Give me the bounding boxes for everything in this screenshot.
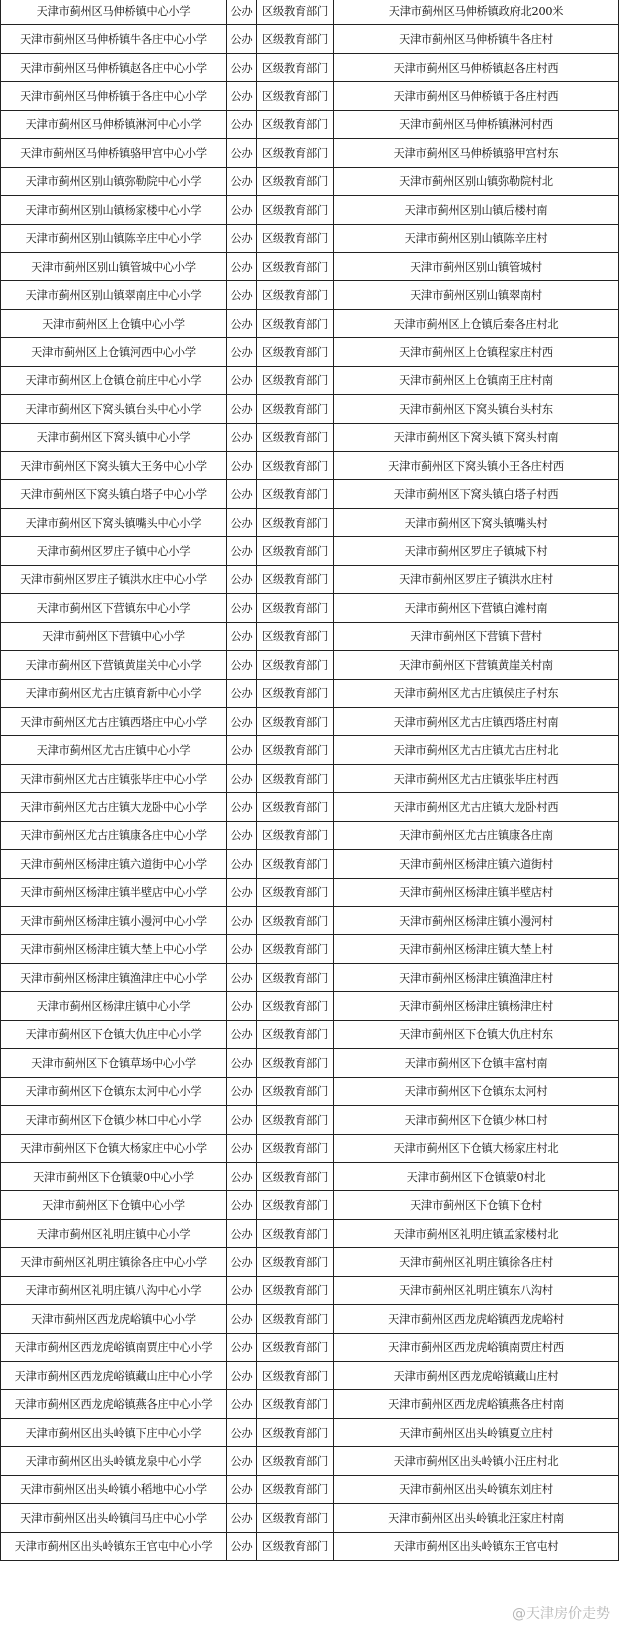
authority-cell: 区级教育部门 (257, 480, 334, 508)
authority-cell: 区级教育部门 (257, 167, 334, 195)
authority-cell: 区级教育部门 (257, 139, 334, 167)
school-type-cell: 公办 (227, 907, 257, 935)
table-row (1, 139, 619, 167)
school-type-cell: 公办 (227, 1447, 257, 1475)
school-type-cell: 公办 (227, 651, 257, 679)
school-type-cell: 公办 (227, 1532, 257, 1560)
school-name-cell: 天津市蓟州区西龙虎峪镇燕各庄中心小学 (1, 1390, 227, 1418)
authority-cell: 区级教育部门 (257, 1532, 334, 1560)
school-name-cell: 天津市蓟州区尤古庄镇大龙卧中心小学 (1, 793, 227, 821)
authority-cell: 区级教育部门 (257, 1020, 334, 1048)
table-row (1, 82, 619, 110)
school-name-cell: 天津市蓟州区礼明庄镇徐各庄中心小学 (1, 1248, 227, 1276)
address-cell: 天津市蓟州区上仓镇后秦各庄村北 (334, 309, 619, 337)
table-row (1, 53, 619, 81)
table-row (1, 1504, 619, 1532)
school-type-cell: 公办 (227, 935, 257, 963)
school-type-cell: 公办 (227, 1305, 257, 1333)
school-type-cell: 公办 (227, 366, 257, 394)
school-type-cell: 公办 (227, 1390, 257, 1418)
authority-cell: 区级教育部门 (257, 878, 334, 906)
school-type-cell: 公办 (227, 508, 257, 536)
authority-cell: 区级教育部门 (257, 281, 334, 309)
school-name-cell: 天津市蓟州区马伸桥镇赵各庄中心小学 (1, 53, 227, 81)
school-type-cell: 公办 (227, 395, 257, 423)
school-type-cell: 公办 (227, 338, 257, 366)
address-cell: 天津市蓟州区出头岭镇东王官屯村 (334, 1532, 619, 1560)
authority-cell: 区级教育部门 (257, 963, 334, 991)
authority-cell: 区级教育部门 (257, 992, 334, 1020)
authority-cell: 区级教育部门 (257, 1106, 334, 1134)
school-name-cell: 天津市蓟州区杨津庄镇小漫河中心小学 (1, 907, 227, 935)
school-type-cell: 公办 (227, 1418, 257, 1446)
address-cell: 天津市蓟州区别山镇翠南村 (334, 281, 619, 309)
address-cell: 天津市蓟州区下营镇黄崖关村南 (334, 651, 619, 679)
table-row (1, 1475, 619, 1503)
address-cell: 天津市蓟州区下窝头镇嘴头村 (334, 508, 619, 536)
address-cell: 天津市蓟州区马伸桥镇淋河村西 (334, 110, 619, 138)
school-name-cell: 天津市蓟州区下仓镇蒙0中心小学 (1, 1162, 227, 1190)
table-row (1, 565, 619, 593)
school-name-cell: 天津市蓟州区下窝头镇大王务中心小学 (1, 452, 227, 480)
table-row (1, 508, 619, 536)
table-row (1, 1276, 619, 1304)
school-type-cell: 公办 (227, 224, 257, 252)
table-row (1, 1447, 619, 1475)
school-name-cell: 天津市蓟州区马伸桥镇淋河中心小学 (1, 110, 227, 138)
authority-cell: 区级教育部门 (257, 622, 334, 650)
school-type-cell: 公办 (227, 1504, 257, 1532)
table-row (1, 1049, 619, 1077)
authority-cell: 区级教育部门 (257, 1447, 334, 1475)
table-row (1, 992, 619, 1020)
table-row (1, 1248, 619, 1276)
watermark: @天津房价走势 (512, 1606, 610, 1622)
table-row (1, 338, 619, 366)
table-row (1, 110, 619, 138)
table-row (1, 1390, 619, 1418)
school-type-cell: 公办 (227, 1020, 257, 1048)
authority-cell: 区级教育部门 (257, 1219, 334, 1247)
school-type-cell: 公办 (227, 53, 257, 81)
address-cell: 天津市蓟州区下仓镇少林口村 (334, 1106, 619, 1134)
table-row (1, 622, 619, 650)
school-type-cell: 公办 (227, 1134, 257, 1162)
school-name-cell: 天津市蓟州区下仓镇大仇庄中心小学 (1, 1020, 227, 1048)
school-name-cell: 天津市蓟州区杨津庄镇渔津庄中心小学 (1, 963, 227, 991)
authority-cell: 区级教育部门 (257, 110, 334, 138)
address-cell: 天津市蓟州区西龙虎峪镇藏山庄村 (334, 1362, 619, 1390)
school-name-cell: 天津市蓟州区尤古庄镇中心小学 (1, 736, 227, 764)
table-row (1, 480, 619, 508)
school-name-cell: 天津市蓟州区马伸桥镇于各庄中心小学 (1, 82, 227, 110)
table-row (1, 309, 619, 337)
address-cell: 天津市蓟州区西龙虎峪镇燕各庄村南 (334, 1390, 619, 1418)
address-cell: 天津市蓟州区杨津庄镇杨津庄村 (334, 992, 619, 1020)
school-name-cell: 天津市蓟州区出头岭镇小稻地中心小学 (1, 1475, 227, 1503)
address-cell: 天津市蓟州区下营镇下营村 (334, 622, 619, 650)
address-cell: 天津市蓟州区杨津庄镇小漫河村 (334, 907, 619, 935)
authority-cell: 区级教育部门 (257, 82, 334, 110)
authority-cell: 区级教育部门 (257, 907, 334, 935)
address-cell: 天津市蓟州区下仓镇东太河村 (334, 1077, 619, 1105)
table-row (1, 1162, 619, 1190)
table-row (1, 281, 619, 309)
table-row (1, 224, 619, 252)
school-name-cell: 天津市蓟州区西龙虎峪镇中心小学 (1, 1305, 227, 1333)
address-cell: 天津市蓟州区别山镇管城村 (334, 252, 619, 280)
authority-cell: 区级教育部门 (257, 1305, 334, 1333)
school-name-cell: 天津市蓟州区尤古庄镇西塔庄中心小学 (1, 707, 227, 735)
school-name-cell: 天津市蓟州区下仓镇少林口中心小学 (1, 1106, 227, 1134)
address-cell: 天津市蓟州区别山镇弥勒院村北 (334, 167, 619, 195)
school-name-cell: 天津市蓟州区别山镇杨家楼中心小学 (1, 196, 227, 224)
authority-cell: 区级教育部门 (257, 395, 334, 423)
address-cell: 天津市蓟州区上仓镇南王庄村南 (334, 366, 619, 394)
address-cell: 天津市蓟州区杨津庄镇半壁店村 (334, 878, 619, 906)
authority-cell: 区级教育部门 (257, 1162, 334, 1190)
authority-cell: 区级教育部门 (257, 252, 334, 280)
authority-cell: 区级教育部门 (257, 309, 334, 337)
school-type-cell: 公办 (227, 0, 257, 25)
authority-cell: 区级教育部门 (257, 594, 334, 622)
table-row (1, 252, 619, 280)
school-name-cell: 天津市蓟州区马伸桥镇中心小学 (1, 0, 227, 25)
authority-cell: 区级教育部门 (257, 565, 334, 593)
school-type-cell: 公办 (227, 821, 257, 849)
address-cell: 天津市蓟州区罗庄子镇城下村 (334, 537, 619, 565)
address-cell: 天津市蓟州区罗庄子镇洪水庄村 (334, 565, 619, 593)
school-name-cell: 天津市蓟州区下窝头镇台头中心小学 (1, 395, 227, 423)
school-type-cell: 公办 (227, 309, 257, 337)
table-row (1, 793, 619, 821)
school-type-cell: 公办 (227, 1475, 257, 1503)
table-row (1, 963, 619, 991)
address-cell: 天津市蓟州区尤古庄镇西塔庄村南 (334, 707, 619, 735)
table-row (1, 423, 619, 451)
address-cell: 天津市蓟州区杨津庄镇渔津庄村 (334, 963, 619, 991)
table-row (1, 1219, 619, 1247)
address-cell: 天津市蓟州区上仓镇程家庄村西 (334, 338, 619, 366)
authority-cell: 区级教育部门 (257, 0, 334, 25)
school-name-cell: 天津市蓟州区下窝头镇白塔子中心小学 (1, 480, 227, 508)
address-cell: 天津市蓟州区别山镇后楼村南 (334, 196, 619, 224)
table-row (1, 1418, 619, 1446)
authority-cell: 区级教育部门 (257, 1504, 334, 1532)
school-name-cell: 天津市蓟州区罗庄子镇洪水庄中心小学 (1, 565, 227, 593)
table-row (1, 1305, 619, 1333)
authority-cell: 区级教育部门 (257, 793, 334, 821)
authority-cell: 区级教育部门 (257, 452, 334, 480)
authority-cell: 区级教育部门 (257, 1049, 334, 1077)
authority-cell: 区级教育部门 (257, 1191, 334, 1219)
address-cell: 天津市蓟州区尤古庄镇张毕庄村西 (334, 764, 619, 792)
school-type-cell: 公办 (227, 537, 257, 565)
school-type-cell: 公办 (227, 1077, 257, 1105)
school-name-cell: 天津市蓟州区杨津庄镇半壁店中心小学 (1, 878, 227, 906)
table-row (1, 1020, 619, 1048)
school-name-cell: 天津市蓟州区下仓镇草场中心小学 (1, 1049, 227, 1077)
authority-cell: 区级教育部门 (257, 508, 334, 536)
school-name-cell: 天津市蓟州区下营镇中心小学 (1, 622, 227, 650)
address-cell: 天津市蓟州区下窝头镇台头村东 (334, 395, 619, 423)
school-type-cell: 公办 (227, 196, 257, 224)
address-cell: 天津市蓟州区下窝头镇白塔子村西 (334, 480, 619, 508)
school-name-cell: 天津市蓟州区出头岭镇下庄中心小学 (1, 1418, 227, 1446)
school-type-cell: 公办 (227, 1106, 257, 1134)
school-name-cell: 天津市蓟州区下仓镇东太河中心小学 (1, 1077, 227, 1105)
school-type-cell: 公办 (227, 252, 257, 280)
school-name-cell: 天津市蓟州区出头岭镇龙泉中心小学 (1, 1447, 227, 1475)
school-type-cell: 公办 (227, 110, 257, 138)
authority-cell: 区级教育部门 (257, 1333, 334, 1361)
address-cell: 天津市蓟州区尤古庄镇尤古庄村北 (334, 736, 619, 764)
authority-cell: 区级教育部门 (257, 53, 334, 81)
authority-cell: 区级教育部门 (257, 1276, 334, 1304)
address-cell: 天津市蓟州区下仓镇丰富村南 (334, 1049, 619, 1077)
authority-cell: 区级教育部门 (257, 224, 334, 252)
school-type-cell: 公办 (227, 850, 257, 878)
authority-cell: 区级教育部门 (257, 764, 334, 792)
authority-cell: 区级教育部门 (257, 821, 334, 849)
school-type-cell: 公办 (227, 565, 257, 593)
table-row (1, 452, 619, 480)
authority-cell: 区级教育部门 (257, 1362, 334, 1390)
school-type-cell: 公办 (227, 1219, 257, 1247)
table-row (1, 651, 619, 679)
school-name-cell: 天津市蓟州区尤古庄镇育新中心小学 (1, 679, 227, 707)
school-table-body (1, 0, 619, 1561)
school-name-cell: 天津市蓟州区西龙虎峪镇南贾庄中心小学 (1, 1333, 227, 1361)
address-cell: 天津市蓟州区尤古庄镇大龙卧村西 (334, 793, 619, 821)
address-cell: 天津市蓟州区别山镇陈辛庄村 (334, 224, 619, 252)
table-row (1, 366, 619, 394)
school-name-cell: 天津市蓟州区下窝头镇中心小学 (1, 423, 227, 451)
authority-cell: 区级教育部门 (257, 850, 334, 878)
table-row (1, 850, 619, 878)
authority-cell: 区级教育部门 (257, 736, 334, 764)
school-name-cell: 天津市蓟州区出头岭镇闫马庄中心小学 (1, 1504, 227, 1532)
school-name-cell: 天津市蓟州区杨津庄镇六道街中心小学 (1, 850, 227, 878)
school-name-cell: 天津市蓟州区马伸桥镇骆甲宫中心小学 (1, 139, 227, 167)
table-row (1, 1191, 619, 1219)
address-cell: 天津市蓟州区西龙虎峪镇西龙虎峪村 (334, 1305, 619, 1333)
address-cell: 天津市蓟州区下窝头镇下窝头村南 (334, 423, 619, 451)
authority-cell: 区级教育部门 (257, 1475, 334, 1503)
school-type-cell: 公办 (227, 594, 257, 622)
school-type-cell: 公办 (227, 423, 257, 451)
table-row (1, 821, 619, 849)
authority-cell: 区级教育部门 (257, 196, 334, 224)
school-name-cell: 天津市蓟州区下营镇黄崖关中心小学 (1, 651, 227, 679)
school-type-cell: 公办 (227, 452, 257, 480)
address-cell: 天津市蓟州区马伸桥镇牛各庄村 (334, 25, 619, 53)
school-type-cell: 公办 (227, 1248, 257, 1276)
school-name-cell: 天津市蓟州区上仓镇河西中心小学 (1, 338, 227, 366)
authority-cell: 区级教育部门 (257, 366, 334, 394)
school-name-cell: 天津市蓟州区下窝头镇嘴头中心小学 (1, 508, 227, 536)
school-name-cell: 天津市蓟州区礼明庄镇中心小学 (1, 1219, 227, 1247)
authority-cell: 区级教育部门 (257, 1390, 334, 1418)
address-cell: 天津市蓟州区出头岭镇北汪家庄村南 (334, 1504, 619, 1532)
school-name-cell: 天津市蓟州区罗庄子镇中心小学 (1, 537, 227, 565)
table-row (1, 907, 619, 935)
authority-cell: 区级教育部门 (257, 423, 334, 451)
authority-cell: 区级教育部门 (257, 338, 334, 366)
school-type-cell: 公办 (227, 1191, 257, 1219)
school-name-cell: 天津市蓟州区杨津庄镇大埜上中心小学 (1, 935, 227, 963)
table-row (1, 878, 619, 906)
table-row (1, 395, 619, 423)
school-name-cell: 天津市蓟州区马伸桥镇牛各庄中心小学 (1, 25, 227, 53)
address-cell: 天津市蓟州区西龙虎峪镇南贾庄村西 (334, 1333, 619, 1361)
school-name-cell: 天津市蓟州区杨津庄镇中心小学 (1, 992, 227, 1020)
table-row (1, 935, 619, 963)
school-type-cell: 公办 (227, 736, 257, 764)
address-cell: 天津市蓟州区下营镇白滩村南 (334, 594, 619, 622)
table-row (1, 736, 619, 764)
address-cell: 天津市蓟州区尤古庄镇康各庄南 (334, 821, 619, 849)
table-row (1, 594, 619, 622)
school-type-cell: 公办 (227, 963, 257, 991)
address-cell: 天津市蓟州区出头岭镇东刘庄村 (334, 1475, 619, 1503)
school-name-cell: 天津市蓟州区别山镇管城中心小学 (1, 252, 227, 280)
address-cell: 天津市蓟州区礼明庄镇徐各庄村 (334, 1248, 619, 1276)
school-type-cell: 公办 (227, 707, 257, 735)
address-cell: 天津市蓟州区下仓镇下仓村 (334, 1191, 619, 1219)
table-row (1, 196, 619, 224)
address-cell: 天津市蓟州区下窝头镇小王各庄村西 (334, 452, 619, 480)
school-type-cell: 公办 (227, 878, 257, 906)
table-row (1, 1333, 619, 1361)
authority-cell: 区级教育部门 (257, 25, 334, 53)
school-name-cell: 天津市蓟州区别山镇弥勒院中心小学 (1, 167, 227, 195)
authority-cell: 区级教育部门 (257, 537, 334, 565)
school-type-cell: 公办 (227, 679, 257, 707)
school-name-cell: 天津市蓟州区别山镇翠南庄中心小学 (1, 281, 227, 309)
school-name-cell: 天津市蓟州区上仓镇仓前庄中心小学 (1, 366, 227, 394)
authority-cell: 区级教育部门 (257, 1134, 334, 1162)
address-cell: 天津市蓟州区尤古庄镇侯庄子村东 (334, 679, 619, 707)
table-row (1, 25, 619, 53)
school-name-cell: 天津市蓟州区下营镇东中心小学 (1, 594, 227, 622)
table-row (1, 1134, 619, 1162)
school-type-cell: 公办 (227, 793, 257, 821)
school-name-cell: 天津市蓟州区尤古庄镇康各庄中心小学 (1, 821, 227, 849)
table-row (1, 764, 619, 792)
school-type-cell: 公办 (227, 281, 257, 309)
school-name-cell: 天津市蓟州区出头岭镇东王官屯中心小学 (1, 1532, 227, 1560)
address-cell: 天津市蓟州区下仓镇大仇庄村东 (334, 1020, 619, 1048)
address-cell: 天津市蓟州区下仓镇大杨家庄村北 (334, 1134, 619, 1162)
school-name-cell: 天津市蓟州区别山镇陈辛庄中心小学 (1, 224, 227, 252)
school-type-cell: 公办 (227, 992, 257, 1020)
address-cell: 天津市蓟州区马伸桥镇于各庄村西 (334, 82, 619, 110)
school-name-cell: 天津市蓟州区西龙虎峪镇藏山庄中心小学 (1, 1362, 227, 1390)
address-cell: 天津市蓟州区出头岭镇小汪庄村北 (334, 1447, 619, 1475)
school-name-cell: 天津市蓟州区下仓镇大杨家庄中心小学 (1, 1134, 227, 1162)
school-name-cell: 天津市蓟州区上仓镇中心小学 (1, 309, 227, 337)
address-cell: 天津市蓟州区下仓镇蒙0村北 (334, 1162, 619, 1190)
school-type-cell: 公办 (227, 1162, 257, 1190)
address-cell: 天津市蓟州区马伸桥镇赵各庄村西 (334, 53, 619, 81)
school-name-cell: 天津市蓟州区下仓镇中心小学 (1, 1191, 227, 1219)
school-name-cell: 天津市蓟州区尤古庄镇张毕庄中心小学 (1, 764, 227, 792)
school-type-cell: 公办 (227, 622, 257, 650)
school-type-cell: 公办 (227, 764, 257, 792)
authority-cell: 区级教育部门 (257, 1418, 334, 1446)
school-type-cell: 公办 (227, 82, 257, 110)
table-row (1, 537, 619, 565)
address-cell: 天津市蓟州区马伸桥镇骆甲宫村东 (334, 139, 619, 167)
school-type-cell: 公办 (227, 1333, 257, 1361)
authority-cell: 区级教育部门 (257, 1077, 334, 1105)
school-type-cell: 公办 (227, 1049, 257, 1077)
authority-cell: 区级教育部门 (257, 679, 334, 707)
table-row (1, 1106, 619, 1134)
table-row (1, 707, 619, 735)
school-type-cell: 公办 (227, 480, 257, 508)
authority-cell: 区级教育部门 (257, 707, 334, 735)
school-type-cell: 公办 (227, 25, 257, 53)
authority-cell: 区级教育部门 (257, 1248, 334, 1276)
table-row (1, 1077, 619, 1105)
address-cell: 天津市蓟州区出头岭镇夏立庄村 (334, 1418, 619, 1446)
address-cell: 天津市蓟州区礼明庄镇东八沟村 (334, 1276, 619, 1304)
school-name-cell: 天津市蓟州区礼明庄镇八沟中心小学 (1, 1276, 227, 1304)
authority-cell: 区级教育部门 (257, 935, 334, 963)
school-type-cell: 公办 (227, 1362, 257, 1390)
table-row (1, 1362, 619, 1390)
address-cell: 天津市蓟州区马伸桥镇政府北200米 (334, 0, 619, 25)
school-type-cell: 公办 (227, 1276, 257, 1304)
address-cell: 天津市蓟州区杨津庄镇大埜上村 (334, 935, 619, 963)
table-row (1, 167, 619, 195)
table-row (1, 0, 619, 25)
address-cell: 天津市蓟州区礼明庄镇孟家楼村北 (334, 1219, 619, 1247)
table-row (1, 679, 619, 707)
school-type-cell: 公办 (227, 167, 257, 195)
table-row (1, 1532, 619, 1560)
school-type-cell: 公办 (227, 139, 257, 167)
authority-cell: 区级教育部门 (257, 651, 334, 679)
address-cell: 天津市蓟州区杨津庄镇六道街村 (334, 850, 619, 878)
